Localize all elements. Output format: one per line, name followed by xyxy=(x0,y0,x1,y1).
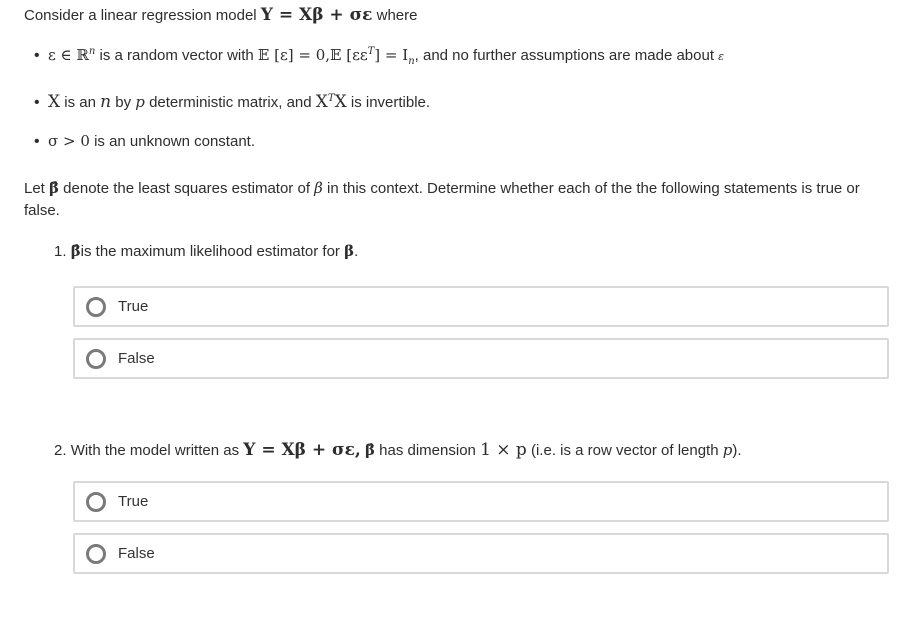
option-label: False xyxy=(118,350,155,367)
question-1-end: . xyxy=(354,243,359,260)
beta: β xyxy=(314,179,323,197)
expectation-zero: 𝔼 [ε] = 0, xyxy=(257,46,331,64)
bullet2-text1: is an xyxy=(64,94,96,111)
bullet2-text2: by xyxy=(115,94,132,111)
var-n: n xyxy=(100,92,112,112)
bullet-epsilon-assumptions xyxy=(34,46,724,67)
radio-button[interactable] xyxy=(86,492,106,512)
bullet1-text1: is a random vector with xyxy=(99,47,254,64)
question-2-text3: (i.e. is a row vector of length xyxy=(530,442,719,459)
q2-option-true[interactable] xyxy=(73,481,889,522)
xtx-b: X xyxy=(334,92,347,112)
rn-superscript: n xyxy=(88,46,96,57)
question-1-text: is the maximum likelihood estimator for xyxy=(80,243,340,260)
question-1 xyxy=(54,242,358,260)
beta-hat: β̂ xyxy=(70,242,81,260)
radio-button[interactable] xyxy=(86,349,106,369)
bullet-sigma xyxy=(34,132,255,151)
covariance-a: 𝔼 [εε xyxy=(330,46,368,64)
radio-button[interactable] xyxy=(86,297,106,317)
model-equation: Y = Xβ + σε, xyxy=(243,440,361,460)
question-2-text1: With the model written as xyxy=(70,442,240,459)
let-word: Let xyxy=(24,180,45,197)
let-text2: in this context. Determine whether each of the the following statements is true or false. xyxy=(24,180,860,219)
radio-button[interactable] xyxy=(86,544,106,564)
bullet-dot: • xyxy=(34,47,40,64)
q1-option-false[interactable] xyxy=(73,338,889,379)
covariance-transpose: T xyxy=(367,46,375,57)
intro-suffix: where xyxy=(376,7,418,24)
question-number: 1. xyxy=(54,243,67,260)
question-2 xyxy=(54,440,742,460)
intro-line xyxy=(24,5,417,25)
bullet1-tail-epsilon: ε xyxy=(718,50,725,63)
epsilon-in-rn: ε ∈ ℝ xyxy=(48,46,89,64)
bullet-dot: • xyxy=(34,94,40,111)
var-p: p xyxy=(135,93,145,111)
question-number: 2. xyxy=(54,442,67,459)
beta-hat: β̂ xyxy=(365,441,375,459)
matrix-x: X xyxy=(48,92,61,112)
covariance-b: ] = I xyxy=(374,46,409,64)
let-paragraph xyxy=(24,177,884,222)
q1-option-true[interactable] xyxy=(73,286,889,327)
sigma-positive: σ > 0 xyxy=(48,132,90,150)
intro-model-equation: Y = Xβ + σε xyxy=(260,5,373,25)
beta: β xyxy=(344,242,355,260)
bullet1-text2: , and no further assumptions are made about xyxy=(414,47,714,64)
identity-subscript: n xyxy=(408,56,415,67)
bullet2-text4: is invertible. xyxy=(350,94,431,111)
bullet2-text3: deterministic matrix, and xyxy=(149,94,312,111)
dimension: 1 × p xyxy=(480,440,527,460)
question-2-text4: ). xyxy=(732,442,742,459)
question-2-text2: has dimension xyxy=(379,442,476,459)
bullet3-text: is an unknown constant. xyxy=(94,133,255,150)
option-label: False xyxy=(118,545,155,562)
option-label: True xyxy=(118,493,149,510)
xtx-a: X xyxy=(315,92,328,112)
beta-hat: β̂ xyxy=(49,179,59,197)
xtx-transpose: T xyxy=(327,93,335,104)
intro-prefix: Consider a linear regression model xyxy=(24,7,257,24)
option-label: True xyxy=(118,298,149,315)
let-text1: denote the least squares estimator of xyxy=(63,180,310,197)
var-p: p xyxy=(722,441,733,459)
q2-option-false[interactable] xyxy=(73,533,889,574)
bullet-dot: • xyxy=(34,133,40,150)
bullet-design-matrix xyxy=(34,92,430,112)
